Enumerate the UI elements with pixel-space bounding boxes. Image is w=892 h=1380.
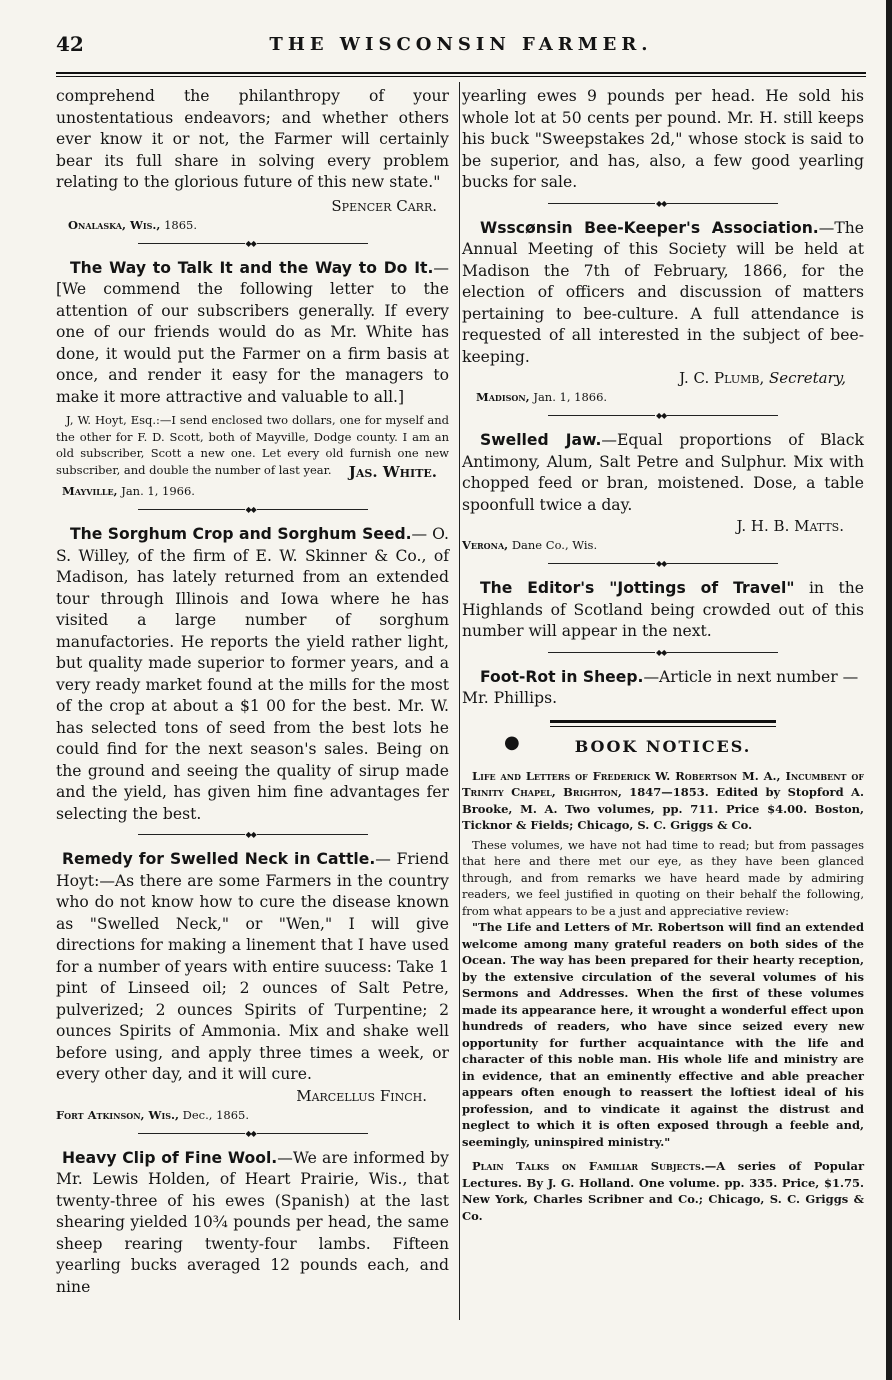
article-way-to-talk [56,258,449,409]
section-divider [56,502,449,518]
continued-text: yearling ewes 9 pounds per head. He sold his whole lot at 50 cents per pound. Mr. H. still keeps his buck "Sweepstakes 2d," whose stock is said to be superior, and has, also, a few good yearling bucks for sale. [462,87,864,191]
divider-ornament: ◆◆ [245,505,256,514]
dateline-place: Onalaska, Wis., [68,217,161,232]
dateline-place: Fort Atkinson, Wis., [56,1107,179,1122]
article-title: The Sorghum Crop and Sorghum Seed. [70,525,412,543]
header-rule [56,72,866,74]
signature-role: Secretary, [769,369,846,387]
section-divider [462,556,864,572]
article-heavy-clip [56,1148,449,1299]
section-divider [462,196,864,212]
article-title: Foot-Rot in Sheep. [480,667,644,686]
section-divider [462,645,864,661]
book-notices-title: BOOK NOTICES. [574,736,752,756]
article-swelled-neck [56,849,449,1086]
dateline-date: Jan. 1, 1866. [533,390,608,404]
intro-text: comprehend the philanthropy of your unostentatious endeavors; and whether others ever know it or not, the Farmer will certainly bear its full share in solving every problem relating to the glorious future of this new state." [56,87,449,191]
column-divider [459,82,460,1320]
book-title: Plain Talks on Familiar Subjects. [472,1159,705,1173]
letter-text: J, W. Hoyt, Esq.:—I send enclosed two dollars, one for myself and the other for F. D. Scott, both of Mayville, Dodge county. I am an old subscriber, Scott a new one. Let every old furnish one new subscriber, and double the number of last year. [56,413,449,477]
running-title: THE WISCONSIN FARMER. [269,34,653,55]
article-jottings [462,578,864,643]
article-body: —[We commend the following letter to the attention of our subscribers generally. If every one of our friends would do as Mr. White has done, it would put the Farmer on a firm basis at once, and render it easy for the managers to make it more attractive and valuable to all.] [56,258,449,406]
divider-ornament: ◆◆ [656,198,667,208]
signature-name: J. C. Plumb, [679,369,765,387]
article-body: —Equal proportions of Black Antimony, Alum, Salt Petre and Sulphur. Mix with chopped feed or bran, moistened. Dose, a table spoonfull twice a day. [462,431,864,514]
dateline-date: Dec., 1865. [182,1107,250,1122]
divider-ornament: ◆◆ [245,238,256,248]
dateline-place: Madison, [476,390,530,404]
article-title: Heavy Clip of Fine Wool. [62,1148,278,1167]
book-info: Edited by Stopford A. Brooke, M. A. Two volumes, pp. 711. Price $4.00. Boston, Ticknor & Fields; Chicago, S. C. Griggs & Co. [462,785,864,832]
article-title: Wsscønsin Bee-Keeper's Association. [480,218,819,237]
intro-signature: Spencer Carr. [331,196,437,215]
article-signature: J. H. B. Matts. [736,517,844,535]
book-notice-body: These volumes, we have not had time to read; but from passages that here and there met our eye, as they have been glanced through, and from remarks we have heard made by admiring readers, we feel justified in quoting on their behalf the following, from what appears to be a just and appreciative review: [462,837,864,918]
right-column [462,86,864,1224]
book-notice-robertson [462,768,864,834]
divider-ornament: ◆◆ [245,830,256,839]
article-body: —Article in next number —Mr. Phillips. [462,667,859,707]
header-rule-thin [56,76,866,77]
article-title: Remedy for Swelled Neck in Cattle. [62,850,376,868]
article-foot-rot [462,667,864,710]
article-body: —The Annual Meeting of this Society will be held at Madison the 7th of February, 1866, for the election of officers and discussion of matters pertaining to bee-culture. A full attendance is requested of all interested in the subject of bee-keeping. [462,218,864,366]
book-notice-quote: "The Life and Letters of Mr. Robertson will find an extended welcome among many grateful readers on both sides of the Ocean. The way has been prepared for their hearty reception, by the extensive circulation of the several volumes of his Sermons and Addresses. When the first of these volumes made its appearance here, it wrought a wonderful effect upon hundreds of readers, who have since seized every new opportunity for further acquaintance with the life and character of this noble man. His whole life and ministry are in evidence, that an eminently effective and able preacher appears often enough to reassert the loftiest ideal of his profession, and to vindicate it against the distrust and neglect to which it is often exposed through a feeble and, seemingly, uninspired ministry." [462,920,864,1149]
page-edge [886,0,892,1380]
book-notices-heading [462,720,864,756]
section-divider [462,408,864,424]
bullet-icon: ● [504,731,520,753]
article-bee-keepers [462,218,864,369]
letter-dateline [56,482,449,500]
book-info: —A series of Popular Lectures. By J. G. Holland. One volume. pp. 335. Price, $1.75. New York, Charles Scribner and Co.; Chicago, S. C. Griggs & Co. [462,1159,865,1223]
article-dateline [462,536,864,554]
letter-signature: Jas. White. [348,463,437,481]
article-swelled-jaw [462,430,864,516]
section-divider [56,1126,449,1142]
section-divider [56,827,449,843]
dateline-date: 1865. [164,217,198,232]
book-notice-holland [462,1158,864,1224]
divider-ornament: ◆◆ [656,559,667,568]
article-signature [462,368,864,388]
dateline-date: Dane Co., Wis. [511,538,598,552]
article-body: —We are informed by Mr. Lewis Holden, of Heart Prairie, Wis., that twenty-three of his ewes (Spanish) at the last shearing yielded 10¾ pounds per head, the same sheep rearing twenty-four lambs. Fifteen yearling bucks averaged 12 pounds each, and nine [56,1148,449,1296]
book-notices-rule [550,720,776,727]
page-number: 42 [56,32,84,56]
article-sorghum [56,524,449,825]
article-body: — Friend Hoyt:—As there are some Farmers in the country who do not know how to cure the disease known as "Swelled Neck," or "Wen," I will give directions for making a linement that I have used for a number of years with entire suucess: Take 1 pint of Linseed oil; 2 ounces of Salt Petre, pulverized; 2 ounces Spirits of Turpentine; 2 ounces Spirits of Ammonia. Mix and shake well before using, and apply three times a week, or every other day, and it will cure. [56,850,449,1083]
article-dateline [56,1106,449,1124]
article-body: in the Highlands of Scotland being crowded out of this number will appear in the next. [462,579,864,640]
article-signature: Marcellus Finch. [296,1086,427,1105]
divider-ornament: ◆◆ [656,411,667,420]
article-dateline [462,388,864,406]
page-header [56,32,866,62]
article-body: — O. S. Willey, of the firm of E. W. Skinner & Co., of Madison, has lately returned from an extended tour through Illinois and Iowa where he has visited a large number of sorghum manufactories. He reports the yield rather light, but quality made superior to former years, and a very ready market found at the mills for the most of the crop at about a $1 00 for the best. Mr. W. has selected tons of seed from the best lots he could find for the next season's sales. Being on the ground and seeing the quality of sirup made and the yield, has given him fine advantages fer selecting the best. [56,525,449,823]
divider-ornament: ◆◆ [656,647,667,657]
dateline-place: Verona, [462,538,509,552]
article-title: Swelled Jaw. [480,431,602,449]
section-divider [56,236,449,252]
article-title: The Editor's "Jottings of Travel" [480,579,795,597]
left-column [56,86,449,1298]
book-title: Life and Letters of Frederick W. Robertson M. A., Incumbent of Trinity Chapel, Brighton, 1847—1853. [462,768,864,799]
divider-ornament: ◆◆ [245,1128,256,1138]
dateline-place: Mayville, [62,484,118,498]
article-title: The Way to Talk It and the Way to Do It. [70,258,434,277]
dateline-date: Jan. 1, 1966. [121,484,195,498]
intro-dateline [56,216,449,234]
